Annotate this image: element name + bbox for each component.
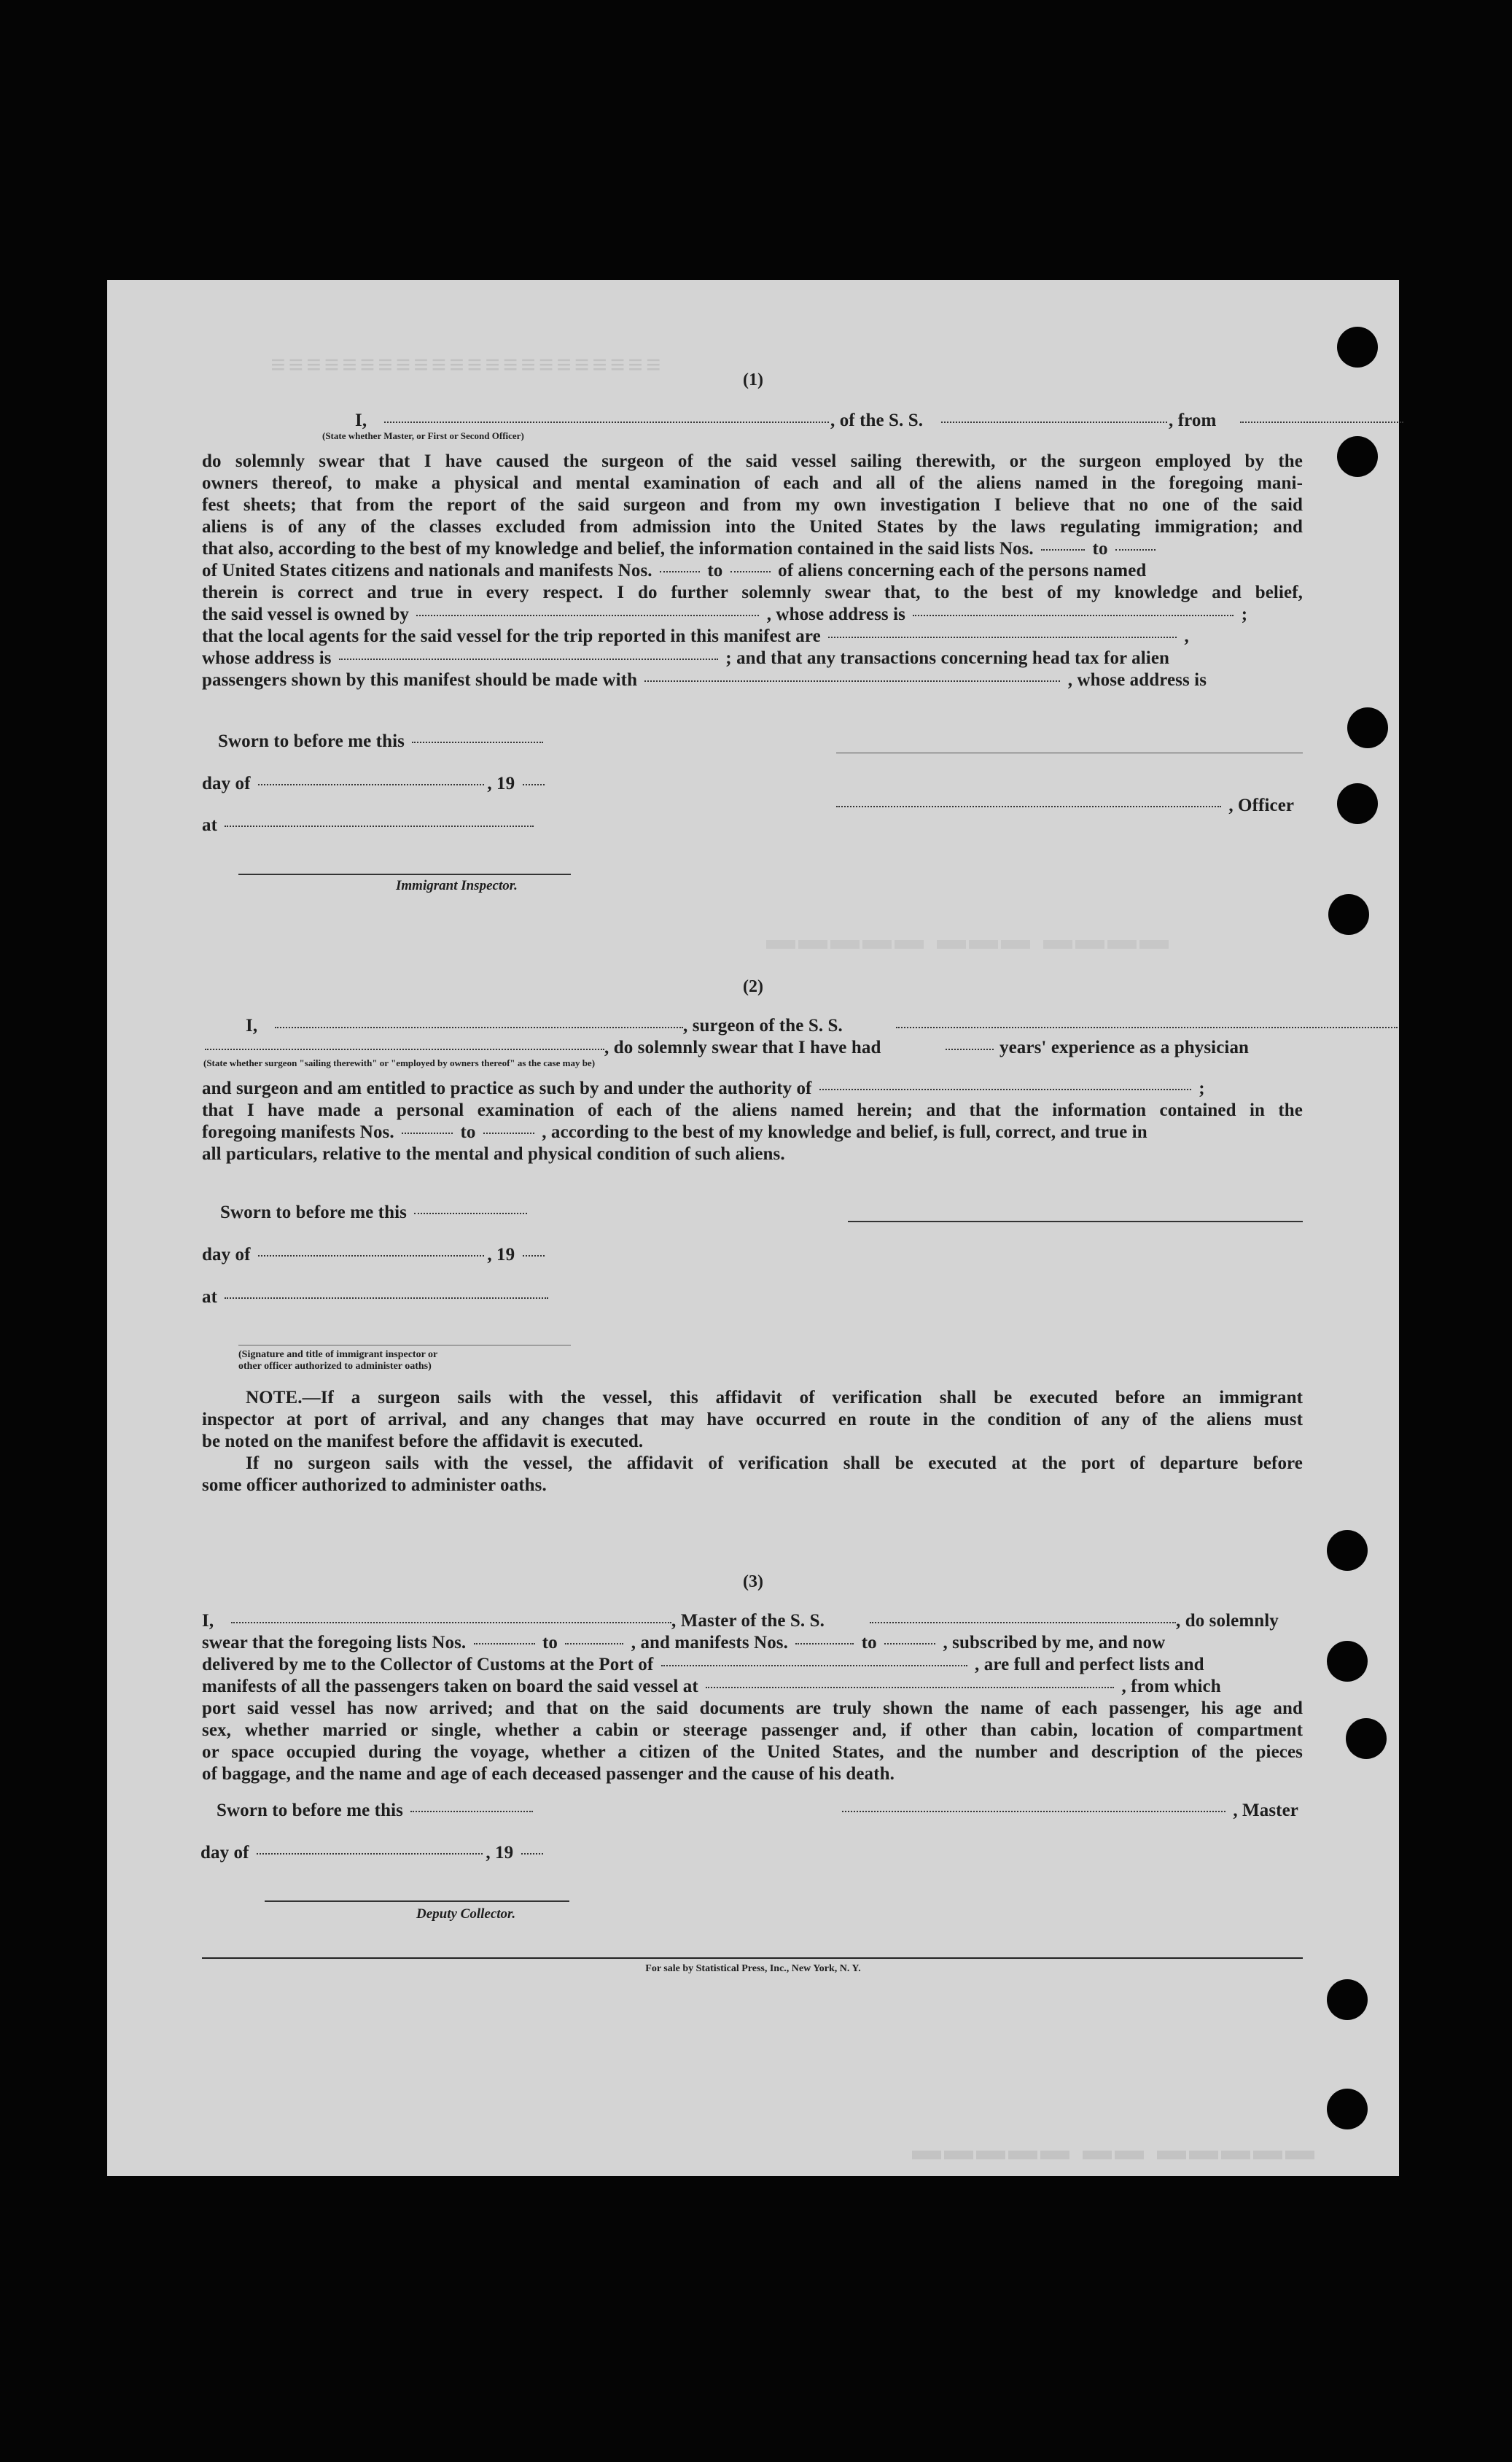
s1-line-1: do solemnly swear that I have caused the surgeon of the said vessel sailing therewith, or the surgeon employed by the: [202, 451, 1303, 471]
master-signature-blank: [842, 1811, 1225, 1812]
s3-list-to-blank: [565, 1643, 623, 1644]
s1-line-3: fest sheets; that from the report of the said surgeon and from my own investigation I believe that no one of the said: [202, 495, 1303, 515]
s1-owner-address-label: , whose address is: [766, 605, 905, 624]
local-agents-blank: [828, 637, 1177, 638]
s2-authority-text: and surgeon and am entitled to practice as such by and under the authority of: [202, 1079, 812, 1098]
punch-hole: [1327, 1979, 1368, 2020]
s1-rank-caption: (State whether Master, or First or Second Officer): [322, 430, 524, 441]
s2-line-2: [202, 1078, 1303, 1100]
surgeon-status-blank: [205, 1049, 604, 1050]
s1-line-9: [202, 626, 1303, 648]
s1-line-8: [202, 604, 1303, 626]
s3-line-6: or space occupied during the voyage, whether a citizen of the United States, and the number and description of the pieces: [202, 1742, 1303, 1762]
bottom-rule: [202, 1957, 1303, 1959]
s3-embark-port-blank: [706, 1687, 1114, 1688]
citizen-list-to-blank: [1115, 549, 1156, 551]
s2-note-1: [246, 1387, 1303, 1409]
s1-year-blank: [523, 784, 545, 785]
s1-head-tax: ; and that any transactions concerning head tax for alien: [725, 648, 1170, 668]
years-experience-blank: [946, 1049, 994, 1050]
s1-year-prefix: , 19: [487, 774, 515, 793]
s1-place-blank: [225, 826, 534, 827]
s3-collector-text: delivered by me to the Collector of Customs at the Port of: [202, 1655, 654, 1674]
s1-sworn-text: Sworn to before me this: [218, 731, 405, 751]
s1-at: [202, 815, 1303, 836]
s2-note-1-text: —If a surgeon sails with the vessel, this affidavit of verification shall be executed before an immigrant: [302, 1388, 1303, 1407]
printer-credit: For sale by Statistical Press, Inc., New York, N. Y.: [645, 1963, 861, 1974]
s2-year-prefix: , 19: [487, 1245, 515, 1265]
s3-day-of: [200, 1842, 1301, 1864]
owner-blank: [416, 615, 759, 616]
section-3-number: (3): [743, 1572, 763, 1591]
owner-address-blank: [913, 615, 1234, 616]
s2-line-4: [202, 1122, 1303, 1143]
s2-years: years' experience as a physician: [999, 1038, 1250, 1057]
s2-sworn-text: Sworn to before me this: [220, 1203, 407, 1222]
s3-line-3: [202, 1676, 1303, 1698]
s3-i: I,: [202, 1611, 214, 1631]
punch-hole: [1327, 1530, 1368, 1571]
s3-master-of-ss: , Master of the S. S.: [671, 1611, 825, 1631]
s2-at: [202, 1286, 1303, 1308]
s1-month-blank: [258, 784, 484, 785]
s1-line-10: [202, 648, 1303, 669]
punch-hole: [1327, 2089, 1368, 2129]
s1-day-of: [202, 773, 1303, 795]
s1-inspector-signature-line: [238, 874, 571, 875]
s2-place-blank: [225, 1297, 548, 1299]
s1-day-of-text: day of: [202, 774, 251, 793]
s1-passengers-made-with: passengers shown by this manifest should be made with: [202, 670, 638, 690]
s3-master-text: , Master: [1233, 1801, 1299, 1820]
s2-line-3: that I have made a personal examination of each of the aliens named herein; and that the information contained in the: [202, 1100, 1303, 1120]
s3-collector-signature-line: [265, 1900, 569, 1902]
s3-port-blank: [661, 1665, 967, 1666]
s2-note-3: be noted on the manifest before the affidavit is executed.: [202, 1432, 644, 1451]
s3-manifests-nos: , and manifests Nos.: [631, 1633, 788, 1653]
s3-lists-nos: swear that the foregoing lists Nos.: [202, 1633, 467, 1653]
s3-line-1: [202, 1632, 1303, 1654]
s1-line-2: owners thereof, to make a physical and mental examination of each and all of the aliens named in the foregoing mani-: [202, 473, 1303, 493]
s1-line-11: [202, 669, 1303, 691]
s3-vessel-blank: [870, 1622, 1176, 1623]
punch-hole: [1328, 894, 1369, 935]
section-1-number: (1): [743, 370, 763, 389]
s3-line-5: sex, whether married or single, whether a cabin or steerage passenger and, if other than cabin, location of compartment: [202, 1720, 1303, 1740]
s2-note-2: inspector at port of arrival, and any changes that may have occurred en route in the condition of any of the aliens must: [202, 1410, 1303, 1429]
s2-to: to: [460, 1122, 476, 1142]
s1-agent-address-label: whose address is: [202, 648, 332, 668]
from-port-blank: [1240, 422, 1403, 423]
s1-local-agents: that the local agents for the said vessel for the trip reported in this manifest are: [202, 626, 821, 646]
s3-sworn-text: Sworn to before me this: [217, 1801, 403, 1820]
s3-line-7: of baggage, and the name and age of each deceased passenger and the cause of his death.: [202, 1764, 895, 1784]
s2-i: I,: [246, 1016, 258, 1036]
s3-master: [842, 1800, 1303, 1822]
s1-officer: [836, 795, 1303, 817]
s1-i: I,: [355, 411, 367, 430]
s1-from: , from: [1169, 411, 1217, 430]
s1-line-11-end: , whose address is: [1067, 670, 1207, 690]
s2-line-4-end: , according to the best of my knowledge and belief, is full, correct, and true in: [542, 1122, 1147, 1142]
s2-manifest-to-blank: [483, 1133, 534, 1134]
s2-sworn-date-blank: [414, 1213, 527, 1214]
s2-sig-caption-2: other officer authorized to administer oaths): [238, 1361, 432, 1372]
s1-line-6-to: to: [707, 561, 723, 580]
s2-at-text: at: [202, 1287, 218, 1307]
s2-note-label: NOTE.: [246, 1388, 303, 1407]
s3-line-4: port said vessel has now arrived; and that on the said documents are truly shown the name of each passenger, his age and: [202, 1698, 1303, 1718]
bleed-through-text: ▬▬▬▬ ▬▬▬ ▬▬▬▬▬: [763, 923, 1169, 955]
s1-line-7: therein is correct and true in every respect. I do further solemnly swear that, to the best of my knowledge and belief,: [202, 583, 1303, 602]
s1-officer-text: , Officer: [1228, 796, 1295, 815]
s1-inspector-caption: Immigrant Inspector.: [396, 878, 518, 893]
alien-manifest-from-blank: [660, 571, 700, 572]
s2-line-2-end: ;: [1199, 1079, 1205, 1098]
s1-line-6-end: of aliens concerning each of the persons named: [778, 561, 1147, 580]
punch-hole: [1347, 707, 1388, 748]
s1-sworn-date-blank: [412, 742, 543, 743]
citizen-list-from-blank: [1041, 549, 1085, 551]
s3-to-2: to: [861, 1633, 877, 1653]
s2-note-5: some officer authorized to administer oaths.: [202, 1475, 547, 1495]
officer-signature-blank: [836, 806, 1221, 807]
agent-address-blank: [339, 659, 718, 660]
head-tax-party-blank: [644, 680, 1060, 682]
s2-month-blank: [258, 1255, 484, 1257]
s3-line-1-end: , subscribed by me, and now: [943, 1633, 1166, 1653]
punch-hole: [1337, 783, 1378, 824]
s3-taken-on-board: manifests of all the passengers taken on board the said vessel at: [202, 1677, 698, 1696]
master-name-blank: [231, 1622, 671, 1623]
surgeon-name-blank: [275, 1027, 683, 1028]
s1-line-5: [202, 538, 1303, 560]
s1-line-4: aliens is of any of the classes excluded from admission into the United States by the laws regulating immigration; and: [202, 517, 1303, 537]
s1-sworn: [218, 731, 1319, 753]
s1-line-5-text: that also, according to the best of my knowledge and belief, the information contained in the said lists Nos.: [202, 539, 1034, 559]
vessel-name-blank: [941, 422, 1167, 423]
manifest-back-page: [107, 280, 1399, 2176]
s2-line-5: all particulars, relative to the mental and physical condition of such aliens.: [202, 1144, 785, 1164]
s2-sig-caption-1: (Signature and title of immigrant inspector or: [238, 1349, 438, 1360]
s2-vessel-blank: [896, 1027, 1398, 1028]
s2-year-blank: [523, 1255, 545, 1257]
s2-status-caption: (State whether surgeon "sailing therewith" or "employed by owners thereof" as the case may be): [203, 1057, 596, 1068]
bleed-through-text: ≡≡≡≡≡≡≡≡≡≡≡≡≡≡≡≡≡≡≡≡≡≡: [268, 350, 661, 379]
s2-day-of: [202, 1244, 1303, 1266]
bleed-through-text: ▬▬▬▬▬ ▬▬ ▬▬▬▬▬: [909, 2133, 1314, 2166]
s1-line-5-to: to: [1092, 539, 1108, 559]
s3-manifest-to-blank: [884, 1643, 935, 1644]
s2-day-of-text: day of: [202, 1245, 251, 1265]
s3-sworn-date-blank: [410, 1811, 533, 1812]
s1-line-6-text: of United States citizens and nationals and manifests Nos.: [202, 561, 652, 580]
s1-owned-by: the said vessel is owned by: [202, 605, 409, 624]
s2-right-signature-line: [848, 1221, 1303, 1222]
s2-manifest-from-blank: [402, 1133, 453, 1134]
s3-line-3-end: , from which: [1121, 1677, 1221, 1696]
s2-note-4: If no surgeon sails with the vessel, the affidavit of verification shall be executed at the port of departure before: [246, 1453, 1303, 1473]
s3-do-solemnly: , do solemnly: [1176, 1611, 1279, 1631]
punch-hole: [1337, 327, 1378, 368]
s1-of-ss: , of the S. S.: [830, 411, 924, 430]
s3-deputy-caption: Deputy Collector.: [416, 1906, 516, 1922]
s3-year-prefix: , 19: [486, 1843, 514, 1863]
s1-at-text: at: [202, 815, 218, 835]
authority-blank: [819, 1089, 1191, 1090]
s1-line-8-end: ;: [1241, 605, 1248, 624]
s3-list-from-blank: [474, 1643, 535, 1644]
alien-manifest-to-blank: [730, 571, 771, 572]
s2-swear: , do solemnly swear that I have had: [604, 1038, 881, 1057]
s2-manifests-nos: foregoing manifests Nos.: [202, 1122, 394, 1142]
s3-manifest-from-blank: [795, 1643, 854, 1644]
s1-line-6: [202, 560, 1303, 582]
s3-line-2: [202, 1654, 1303, 1676]
s3-month-blank: [257, 1853, 483, 1855]
s1-line-9-end: ,: [1184, 626, 1189, 646]
s3-year-blank: [521, 1853, 543, 1855]
punch-hole: [1337, 436, 1378, 477]
punch-hole: [1346, 1718, 1387, 1759]
officer-rank-blank: [384, 422, 829, 423]
punch-hole: [1327, 1641, 1368, 1682]
section-2-number: (2): [743, 977, 763, 996]
s2-surgeon-of-ss: , surgeon of the S. S.: [683, 1016, 843, 1036]
s3-to-1: to: [542, 1633, 558, 1653]
s3-day-of-text: day of: [200, 1843, 249, 1863]
s3-line-2-end: , are full and perfect lists and: [975, 1655, 1204, 1674]
